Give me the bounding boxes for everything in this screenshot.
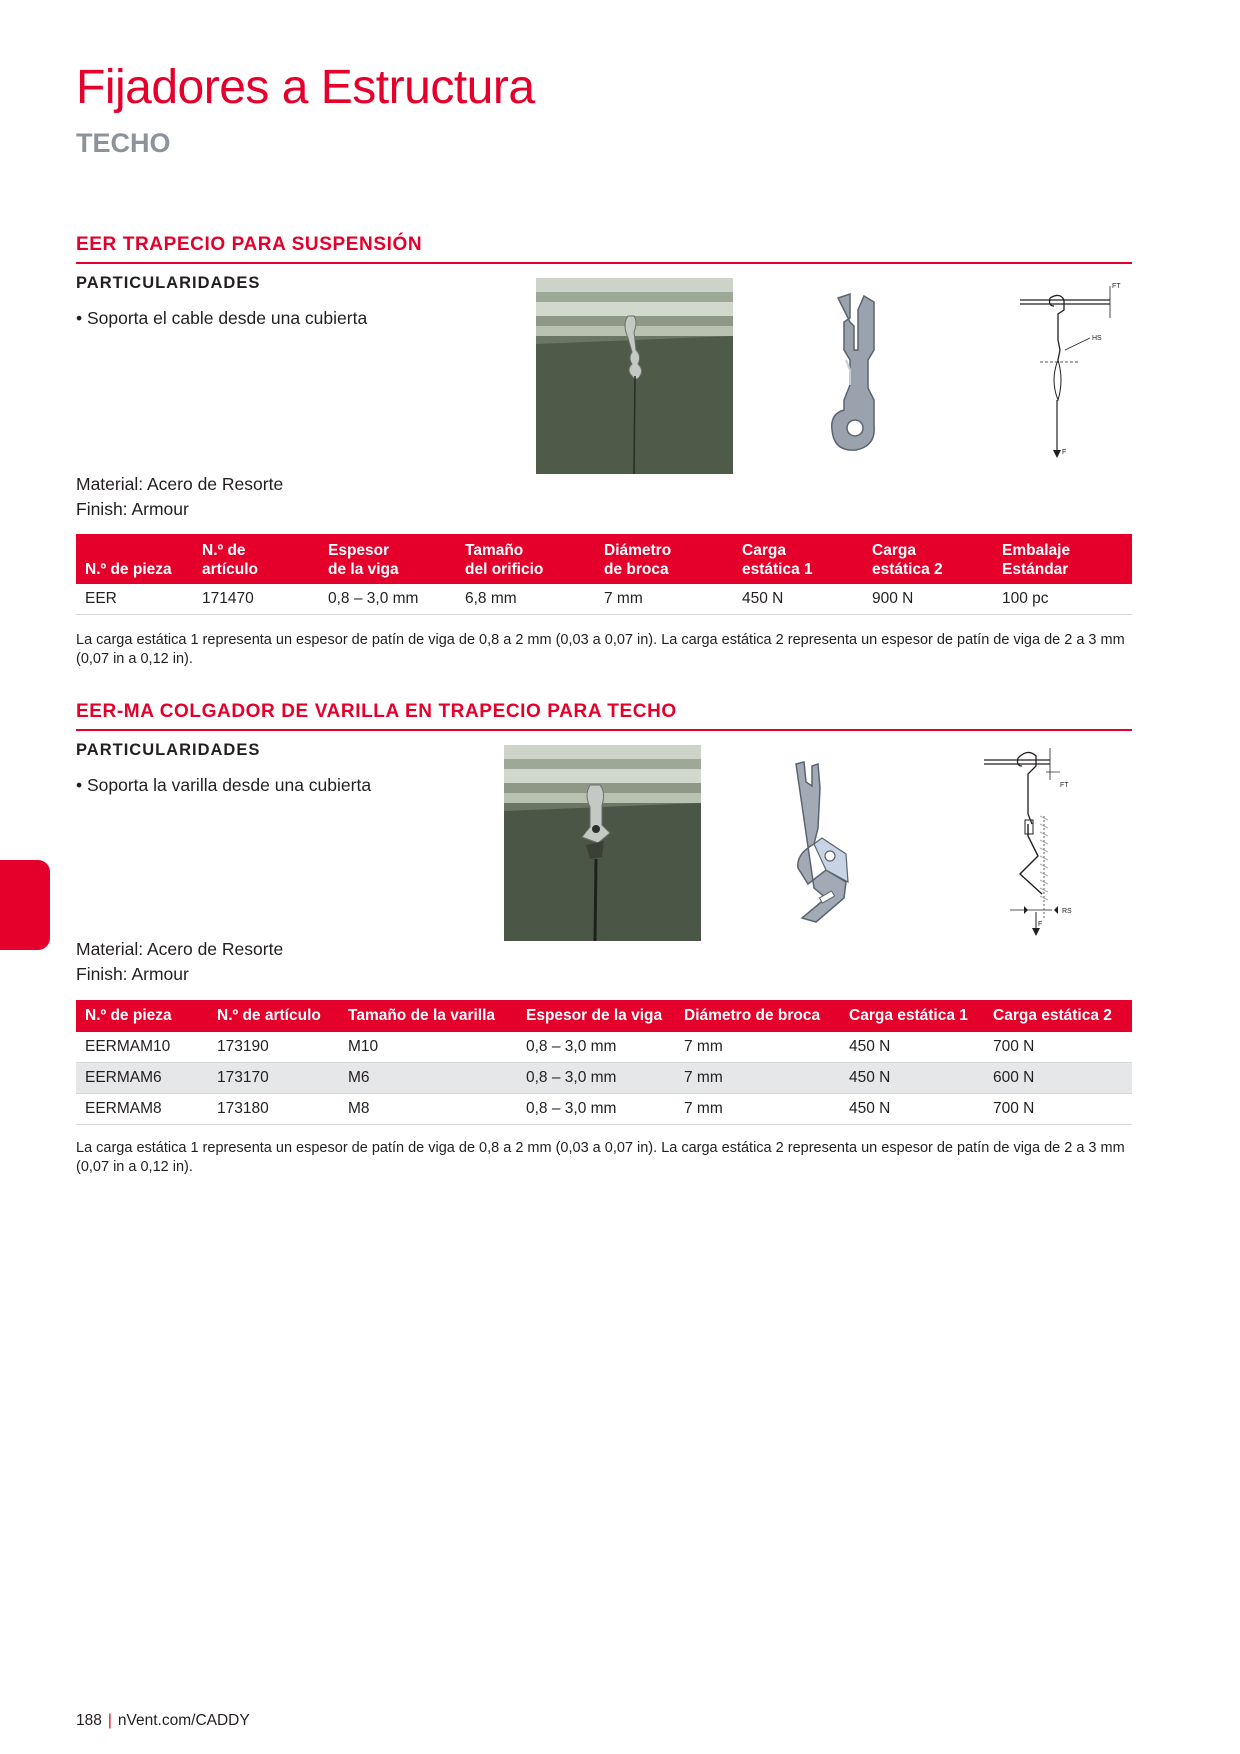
column-header: N.º de pieza — [76, 1000, 208, 1032]
column-header: Carga estática 2 — [984, 1000, 1132, 1032]
table-cell: 0,8 – 3,0 mm — [517, 1032, 675, 1063]
finish-text: Finish: Armour — [76, 499, 189, 519]
product-photo-eer-ma — [504, 745, 701, 941]
table-header-row-top — [76, 534, 1132, 560]
material-info — [76, 937, 283, 987]
table-cell: 0,8 – 3,0 mm — [517, 1094, 675, 1125]
load-note: La carga estática 1 representa un espesor de patín de viga de 0,8 a 2 mm (0,03 a 0,07 in). La carga estática 2 representa un espesor de patín de viga de 2 a 3 mm (0,07 in a 0,12 in). — [76, 1140, 1125, 1175]
column-header: de la viga — [319, 560, 456, 584]
page-title: Fijadores a Estructura — [76, 61, 535, 114]
table-cell: 100 pc — [993, 584, 1132, 615]
section-title-eer-ma: EER-MA COLGADOR DE VARILLA EN TRAPECIO PARA TECHO — [76, 701, 1132, 731]
table-cell: M8 — [339, 1094, 517, 1125]
section-tab-marker — [0, 860, 50, 950]
table-cell: 600 N — [984, 1063, 1132, 1094]
table-cell: 700 N — [984, 1032, 1132, 1063]
table-cell: 173170 — [208, 1063, 339, 1094]
table-cell: 450 N — [840, 1032, 984, 1063]
material-text: Material: Acero de Resorte — [76, 939, 284, 959]
page-footer — [76, 1712, 250, 1730]
table-cell: 700 N — [984, 1094, 1132, 1125]
material-text: Material: Acero de Resorte — [76, 474, 284, 494]
table-cell: EER — [76, 584, 193, 615]
features-heading: PARTICULARIDADES — [76, 274, 261, 292]
column-header: de broca — [595, 560, 733, 584]
drawing-label-rs: RS — [1062, 908, 1072, 915]
table-cell: EERMAM8 — [76, 1094, 208, 1125]
ceiling-installation-image — [536, 278, 733, 474]
drawing-label-f: F — [1038, 921, 1043, 928]
feature-bullet: • Soporta la varilla desde una cubierta — [76, 775, 372, 795]
column-header: estática 1 — [733, 560, 863, 584]
column-header: Estándar — [993, 560, 1132, 584]
column-header: N.º de artículo — [208, 1000, 339, 1032]
section-title-eer: EER TRAPECIO PARA SUSPENSIÓN — [76, 234, 1132, 264]
table-cell: EERMAM6 — [76, 1063, 208, 1094]
column-header: Tamaño de la varilla — [339, 1000, 517, 1032]
column-header: Carga estática 1 — [840, 1000, 984, 1032]
table-cell: 0,8 – 3,0 mm — [517, 1063, 675, 1094]
table-row — [76, 1032, 1132, 1063]
page-subtitle: TECHO — [76, 128, 171, 158]
eer-ma-dimension-drawing — [980, 744, 1130, 944]
column-header: Carga — [863, 534, 993, 560]
table-header-row — [76, 1000, 1132, 1032]
column-header: Diámetro — [595, 534, 733, 560]
footer-separator: | — [107, 1712, 112, 1729]
feature-bullet: • Soporta el cable desde una cubierta — [76, 308, 368, 328]
column-header — [76, 534, 193, 560]
table-row — [76, 584, 1132, 615]
table-cell: M6 — [339, 1063, 517, 1094]
table-cell: 450 N — [840, 1063, 984, 1094]
table-cell: 173180 — [208, 1094, 339, 1125]
column-header: Espesor de la viga — [517, 1000, 675, 1032]
load-note: La carga estática 1 representa un espesor de patín de viga de 0,8 a 2 mm (0,03 a 0,07 in). La carga estática 2 representa un espesor de patín de viga de 2 a 3 mm (0,07 in a 0,12 in). — [76, 632, 1125, 667]
table-cell: 450 N — [733, 584, 863, 615]
table-cell: 173190 — [208, 1032, 339, 1063]
ceiling-installation-image — [504, 745, 701, 941]
table-header-row-bottom — [76, 560, 1132, 584]
column-header: N.º de pieza — [76, 560, 193, 584]
eer-ma-clip-render — [786, 758, 876, 928]
column-header: Diámetro de broca — [675, 1000, 840, 1032]
table-cell: 7 mm — [595, 584, 733, 615]
column-header: artículo — [193, 560, 319, 584]
table-cell: EERMAM10 — [76, 1032, 208, 1063]
table-cell: 7 mm — [675, 1032, 840, 1063]
table-cell: 171470 — [193, 584, 319, 615]
product-photo-eer — [536, 278, 733, 474]
footer-link[interactable]: nVent.com/CADDY — [117, 1712, 250, 1729]
table-row — [76, 1094, 1132, 1125]
column-header: Carga — [733, 534, 863, 560]
column-header: N.º de — [193, 534, 319, 560]
column-header: Espesor — [319, 534, 456, 560]
material-info — [76, 472, 283, 522]
drawing-label-ft: FT — [1112, 283, 1121, 290]
table-row — [76, 1063, 1132, 1094]
spec-table-eer-ma — [76, 1000, 1132, 1125]
drawing-label-hs: HS — [1092, 335, 1102, 342]
column-header: del orificio — [456, 560, 595, 584]
eer-clip-render — [820, 290, 900, 460]
table-cell: 0,8 – 3,0 mm — [319, 584, 456, 615]
table-cell: M10 — [339, 1032, 517, 1063]
column-header: estática 2 — [863, 560, 993, 584]
table-cell: 7 mm — [675, 1094, 840, 1125]
drawing-label-f: F — [1062, 449, 1067, 456]
table-cell: 450 N — [840, 1094, 984, 1125]
eer-dimension-drawing — [1020, 280, 1130, 470]
spec-table-eer — [76, 534, 1132, 615]
table-cell: 7 mm — [675, 1063, 840, 1094]
column-header: Tamaño — [456, 534, 595, 560]
column-header: Embalaje — [993, 534, 1132, 560]
table-cell: 6,8 mm — [456, 584, 595, 615]
table-cell: 900 N — [863, 584, 993, 615]
drawing-label-ft: FT — [1060, 782, 1069, 789]
page-number: 188 — [76, 1712, 102, 1729]
features-heading: PARTICULARIDADES — [76, 741, 261, 759]
finish-text: Finish: Armour — [76, 964, 189, 984]
